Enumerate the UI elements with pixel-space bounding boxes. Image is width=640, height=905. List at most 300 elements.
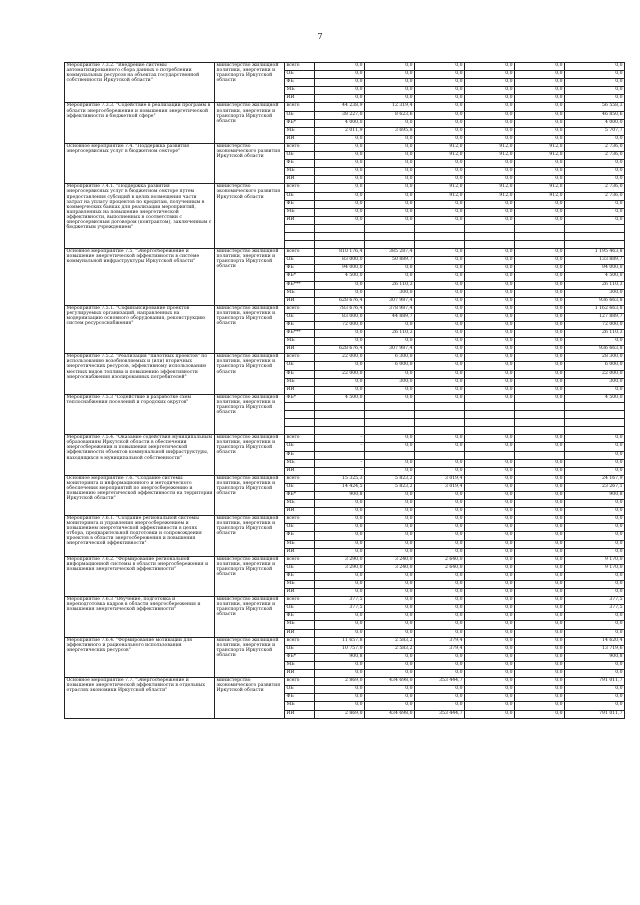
amount-cell: 377,5 [315, 605, 365, 613]
amount-cell: 0,0 [415, 613, 465, 621]
amount-cell: 0,0 [515, 297, 565, 305]
amount-cell: 0,0 [415, 621, 465, 629]
amount-cell: 0,0 [315, 694, 365, 702]
funding-source: ФБ [285, 532, 315, 540]
amount-cell: 0,0 [515, 653, 565, 661]
amount-cell: 0,0 [365, 394, 415, 402]
amount-cell: 0,0 [515, 443, 565, 451]
table-row [65, 305, 625, 313]
amount-cell: 0,0 [365, 702, 415, 710]
funding-source: ОБ [285, 152, 315, 160]
total-cell: 0,0 [565, 168, 625, 176]
table-row [65, 184, 625, 192]
responsible-executor: министерство жилищной политики, энергетики и транспорта Иркутской области [215, 475, 285, 515]
total-cell: 0,0 [565, 532, 625, 540]
responsible-executor: министерство жилищной политики, энергетики и транспорта Иркутской области [215, 516, 285, 556]
amount-cell: 0,0 [415, 508, 465, 516]
amount-cell: 434 698,0 [365, 710, 415, 718]
funding-source: ИИ [285, 589, 315, 597]
amount-cell: 0,0 [415, 653, 465, 661]
amount-cell: 0,0 [465, 281, 515, 289]
funding-source: ФБ [285, 572, 315, 580]
amount-cell: 0,0 [365, 200, 415, 208]
total-cell: 1 195 463,8 [565, 249, 625, 257]
amount-cell [365, 451, 415, 459]
amount-cell: 0,0 [515, 394, 565, 402]
funding-source: ОБ [285, 686, 315, 694]
funding-source [285, 232, 315, 240]
measure-name: Мероприятие 7.3.2. "Внедрение системы автоматизированного сбора данных о потреблении коммунальных ресурсов на объектах государственной собственности Иркутской области" [65, 63, 215, 103]
amount-cell: 0,0 [465, 119, 515, 127]
amount-cell: 379,4 [415, 637, 465, 645]
funding-source: ФБ [285, 451, 315, 459]
amount-cell [515, 232, 565, 240]
amount-cell: 0,0 [365, 192, 415, 200]
total-cell: 0,0 [565, 200, 625, 208]
amount-cell [315, 241, 365, 249]
amount-cell: 0,0 [465, 435, 515, 443]
total-cell: 14 620,4 [565, 637, 625, 645]
funding-source: ФБ [285, 160, 315, 168]
total-cell: 0,0 [565, 386, 625, 394]
amount-cell: 0,0 [465, 111, 515, 119]
funding-source: ФБ* [285, 394, 315, 402]
funding-source: МБ [285, 378, 315, 386]
amount-cell: 3 019,4 [415, 483, 465, 491]
total-cell: 2 736,0 [565, 143, 625, 151]
amount-cell: 0,0 [365, 694, 415, 702]
amount-cell: 0,0 [465, 645, 515, 653]
amount-cell: 0,0 [415, 127, 465, 135]
amount-cell: 0,0 [315, 686, 365, 694]
total-cell: 56 558,3 [565, 103, 625, 111]
amount-cell: 377,5 [315, 597, 365, 605]
funding-source: ИИ [285, 710, 315, 718]
amount-cell: 26 110,3 [365, 330, 415, 338]
amount-cell: 0,0 [465, 63, 515, 71]
measure-name: Мероприятие 7.6.2. "Формирование региональной информационной системы в области энергосбережения и повышения энергетической эффективности" [65, 556, 215, 596]
amount-cell: 22 000,0 [315, 370, 365, 378]
amount-cell: – [315, 443, 365, 451]
amount-cell: 0,0 [465, 208, 515, 216]
amount-cell: 0,0 [315, 79, 365, 87]
amount-cell: 0,0 [515, 216, 565, 224]
total-cell: 0,0 [565, 443, 625, 451]
amount-cell: 0,0 [515, 678, 565, 686]
amount-cell: 0,0 [465, 386, 515, 394]
amount-cell [415, 411, 465, 419]
amount-cell: 0,0 [515, 524, 565, 532]
amount-cell: 0,0 [465, 508, 515, 516]
amount-cell: 3 240,0 [365, 564, 415, 572]
amount-cell: 12 319,4 [365, 103, 415, 111]
amount-cell [365, 224, 415, 232]
amount-cell: 0,0 [465, 556, 515, 564]
amount-cell: 0,0 [365, 152, 415, 160]
amount-cell: 0,0 [415, 605, 465, 613]
responsible-executor: министерство экономического развития Иркутской области [215, 184, 285, 249]
amount-cell: 0,0 [465, 305, 515, 313]
measure-name: Мероприятие 7.5.2. "Реализация "пилотных проектов" по использованию возобновляемых и (или) вторичных энергетических ресурсов, эффективному использованию местных видов топлива и повышению эффективности энергоснабжения изолированных потребителей" [65, 354, 215, 394]
total-cell: 0,0 [565, 581, 625, 589]
total-cell [565, 402, 625, 410]
amount-cell: 0,0 [465, 362, 515, 370]
amount-cell [515, 427, 565, 435]
amount-cell: 0,0 [515, 208, 565, 216]
table-row [65, 435, 625, 443]
amount-cell: 0,0 [365, 95, 415, 103]
amount-cell: 0,0 [365, 87, 415, 95]
amount-cell: 0,0 [365, 572, 415, 580]
amount-cell [515, 419, 565, 427]
amount-cell: 0,0 [515, 378, 565, 386]
amount-cell: 0,0 [415, 330, 465, 338]
funding-source: ИИ [285, 467, 315, 475]
amount-cell: 0,0 [465, 322, 515, 330]
total-cell: 0,0 [565, 500, 625, 508]
measure-name: Мероприятие 7.4.1. "Поддержка развития энергосервисных услуг в бюджетном секторе путем предоставления субсидий в целях возмещения части затрат на уплату процентов по кредитам, полученным в коммерческих банках для реализации мероприятий, направленных на повышение энергетической эффективности, выполненных в соответствии с энергосервисным договором (контрактом), заключенным с бюджетным учреждением" [65, 184, 215, 249]
measure-name: Мероприятие 7.6.4. "Формирование мотивации для эффективного и рационального использования энергетических ресурсов" [65, 637, 215, 677]
amount-cell: 0,0 [315, 338, 365, 346]
amount-cell [465, 419, 515, 427]
total-cell: 0,0 [565, 95, 625, 103]
funding-source: МБ [285, 168, 315, 176]
amount-cell: 0,0 [515, 572, 565, 580]
amount-cell: 0,0 [415, 532, 465, 540]
total-cell: 0,0 [565, 451, 625, 459]
funding-source: ФБ*** [285, 281, 315, 289]
amount-cell: 8 623,6 [365, 111, 415, 119]
amount-cell: 0,0 [515, 686, 565, 694]
amount-cell [465, 232, 515, 240]
amount-cell: 0,0 [315, 216, 365, 224]
amount-cell: 0,0 [465, 661, 515, 669]
amount-cell: 0,0 [515, 645, 565, 653]
amount-cell: 3 290,0 [315, 564, 365, 572]
amount-cell: 0,0 [515, 87, 565, 95]
total-cell: 0,0 [565, 208, 625, 216]
amount-cell: 0,0 [415, 95, 465, 103]
amount-cell: 0,0 [315, 71, 365, 79]
amount-cell: – [315, 459, 365, 467]
amount-cell: 0,0 [365, 508, 415, 516]
amount-cell [315, 232, 365, 240]
amount-cell: 0,0 [415, 103, 465, 111]
amount-cell: 0,0 [315, 661, 365, 669]
amount-cell: 0,0 [515, 516, 565, 524]
amount-cell: 0,0 [415, 500, 465, 508]
amount-cell: 0,0 [415, 524, 465, 532]
amount-cell: 0,0 [515, 176, 565, 184]
amount-cell: 0,0 [415, 370, 465, 378]
amount-cell [365, 241, 415, 249]
funding-source: ОБ [285, 564, 315, 572]
amount-cell [415, 232, 465, 240]
amount-cell: 0,0 [515, 605, 565, 613]
amount-cell: 0,0 [315, 362, 365, 370]
total-cell: 300,0 [565, 289, 625, 297]
total-cell [565, 411, 625, 419]
amount-cell: 0,0 [515, 119, 565, 127]
amount-cell: 0,0 [515, 354, 565, 362]
amount-cell: 0,0 [365, 176, 415, 184]
total-cell: 0,0 [565, 694, 625, 702]
amount-cell: 0,0 [515, 362, 565, 370]
amount-cell: 0,0 [415, 394, 465, 402]
funding-source: всего [285, 678, 315, 686]
amount-cell: 6 000,0 [365, 362, 415, 370]
funding-source: ОБ [285, 111, 315, 119]
amount-cell: 0,0 [315, 629, 365, 637]
amount-cell: 0,0 [415, 273, 465, 281]
total-cell: 0,0 [565, 63, 625, 71]
amount-cell: 0,0 [465, 467, 515, 475]
amount-cell: 0,0 [515, 661, 565, 669]
total-cell: 2 736,0 [565, 152, 625, 160]
funding-source: ФБ [285, 79, 315, 87]
total-cell: 0,0 [565, 338, 625, 346]
amount-cell: 5 823,2 [365, 475, 415, 483]
amount-cell: 0,0 [315, 589, 365, 597]
amount-cell: 0,0 [365, 686, 415, 694]
amount-cell [415, 241, 465, 249]
amount-cell: 0,0 [465, 168, 515, 176]
total-cell: 0,0 [565, 508, 625, 516]
amount-cell: 0,0 [365, 265, 415, 273]
amount-cell: 0,0 [465, 297, 515, 305]
amount-cell: 0,0 [415, 135, 465, 143]
amount-cell: 0,0 [465, 686, 515, 694]
amount-cell: 83 000,0 [315, 257, 365, 265]
total-cell: 6 000,0 [565, 362, 625, 370]
funding-source: всего [285, 475, 315, 483]
amount-cell: 0,0 [465, 103, 515, 111]
amount-cell: 0,0 [315, 208, 365, 216]
amount-cell: 0,0 [465, 621, 515, 629]
amount-cell: 0,0 [465, 459, 515, 467]
amount-cell: 0,0 [315, 168, 365, 176]
amount-cell: 0,0 [465, 95, 515, 103]
amount-cell [415, 224, 465, 232]
total-cell: 300,0 [565, 378, 625, 386]
amount-cell [465, 224, 515, 232]
amount-cell: 0,0 [315, 613, 365, 621]
funding-source: ФБ [285, 265, 315, 273]
amount-cell: 0,0 [515, 160, 565, 168]
amount-cell: 783 676,4 [315, 305, 365, 313]
funding-source: ФБ* [285, 273, 315, 281]
amount-cell: 0,0 [415, 338, 465, 346]
amount-cell: 0,0 [415, 322, 465, 330]
amount-cell: 0,0 [415, 208, 465, 216]
total-cell: 94 000,0 [565, 265, 625, 273]
total-cell: 0,0 [565, 71, 625, 79]
amount-cell: 0,0 [465, 289, 515, 297]
amount-cell: 0,0 [415, 378, 465, 386]
total-cell: 0,0 [565, 79, 625, 87]
responsible-executor: министерство экономического развития Иркутской области [215, 678, 285, 718]
amount-cell: 0,0 [415, 71, 465, 79]
amount-cell: 379,4 [415, 645, 465, 653]
amount-cell: 0,0 [515, 564, 565, 572]
amount-cell: 0,0 [515, 637, 565, 645]
amount-cell: 44 238,9 [315, 103, 365, 111]
amount-cell: 0,0 [315, 330, 365, 338]
amount-cell: 0,0 [315, 670, 365, 678]
amount-cell: 0,0 [515, 670, 565, 678]
total-cell [565, 419, 625, 427]
amount-cell: 307 987,4 [365, 297, 415, 305]
total-cell: 23 267,1 [565, 483, 625, 491]
amount-cell: 0,0 [315, 289, 365, 297]
amount-cell: 0,0 [465, 702, 515, 710]
amount-cell: 0,0 [415, 305, 465, 313]
funding-source: ОБ [285, 645, 315, 653]
amount-cell: 14 424,5 [315, 483, 365, 491]
amount-cell: 0,0 [465, 491, 515, 499]
amount-cell: 900,8 [315, 653, 365, 661]
total-cell: 0,0 [565, 613, 625, 621]
amount-cell: 912,0 [415, 192, 465, 200]
amount-cell: 0,0 [415, 265, 465, 273]
amount-cell: 0,0 [515, 459, 565, 467]
amount-cell: 0,0 [365, 613, 415, 621]
amount-cell: 3 290,0 [315, 556, 365, 564]
funding-source: ОБ [285, 362, 315, 370]
amount-cell: 0,0 [515, 330, 565, 338]
amount-cell: 0,0 [315, 516, 365, 524]
amount-cell: 44 889,7 [365, 313, 415, 321]
amount-cell: 0,0 [415, 313, 465, 321]
funding-source: МБ [285, 289, 315, 297]
amount-cell: 0,0 [415, 516, 465, 524]
funding-source: ИИ [285, 508, 315, 516]
amount-cell: 0,0 [365, 168, 415, 176]
total-cell: 1 162 663,8 [565, 305, 625, 313]
amount-cell: 0,0 [465, 581, 515, 589]
total-cell: 72 000,0 [565, 322, 625, 330]
amount-cell: 0,0 [465, 127, 515, 135]
amount-cell: 2 583,2 [365, 645, 415, 653]
total-cell: 0,0 [565, 589, 625, 597]
amount-cell: 300,0 [365, 289, 415, 297]
amount-cell: 0,0 [515, 273, 565, 281]
funding-source: ОБ [285, 443, 315, 451]
amount-cell: 0,0 [465, 564, 515, 572]
total-cell: 26 110,3 [565, 281, 625, 289]
amount-cell: 912,0 [515, 143, 565, 151]
total-cell: 0,0 [565, 216, 625, 224]
amount-cell: 0,0 [415, 111, 465, 119]
amount-cell: 0,0 [515, 435, 565, 443]
amount-cell: 810 176,4 [315, 249, 365, 257]
amount-cell: 912,0 [415, 184, 465, 192]
amount-cell: 38 227,0 [315, 111, 365, 119]
amount-cell: 0,0 [315, 192, 365, 200]
total-cell: 936 663,8 [565, 297, 625, 305]
amount-cell: 0,0 [365, 79, 415, 87]
amount-cell: 0,0 [515, 532, 565, 540]
amount-cell: 0,0 [515, 710, 565, 718]
amount-cell: 912,0 [515, 184, 565, 192]
total-cell: 0,0 [565, 176, 625, 184]
amount-cell [315, 411, 365, 419]
total-cell: 0,0 [565, 629, 625, 637]
amount-cell: 0,0 [515, 386, 565, 394]
amount-cell: 0,0 [465, 597, 515, 605]
total-cell: 0,0 [565, 435, 625, 443]
funding-source: МБ [285, 621, 315, 629]
amount-cell: 0,0 [415, 661, 465, 669]
funding-source: всего [285, 597, 315, 605]
table-row [65, 354, 625, 362]
amount-cell: 0,0 [465, 548, 515, 556]
amount-cell: 0,0 [415, 694, 465, 702]
funding-source [285, 411, 315, 419]
amount-cell: 0,0 [465, 354, 515, 362]
amount-cell: 0,0 [465, 443, 515, 451]
funding-source: ОБ [285, 313, 315, 321]
funding-source: ИИ [285, 386, 315, 394]
amount-cell: 0,0 [365, 386, 415, 394]
table-row [65, 143, 625, 151]
total-cell [565, 427, 625, 435]
amount-cell: 0,0 [465, 216, 515, 224]
total-cell: 0,0 [565, 459, 625, 467]
funding-source: ИИ [285, 135, 315, 143]
amount-cell: 0,0 [465, 572, 515, 580]
amount-cell: 0,0 [415, 216, 465, 224]
funding-source: всего [285, 516, 315, 524]
total-cell [565, 241, 625, 249]
amount-cell: 0,0 [315, 621, 365, 629]
total-cell: 0,0 [565, 702, 625, 710]
total-cell: 28 300,0 [565, 354, 625, 362]
amount-cell: 0,0 [515, 135, 565, 143]
amount-cell: 0,0 [365, 338, 415, 346]
amount-cell: 628 676,4 [315, 297, 365, 305]
funding-source: МБ [285, 87, 315, 95]
amount-cell: 5 823,2 [365, 483, 415, 491]
total-cell: 24 167,9 [565, 475, 625, 483]
responsible-executor: министерство жилищной политики, энергетики и транспорта Иркутской области [215, 63, 285, 103]
funding-source: МБ [285, 500, 315, 508]
funding-source: ФБ [285, 694, 315, 702]
total-cell: 13 719,6 [565, 645, 625, 653]
total-cell: 377,5 [565, 605, 625, 613]
funding-source: ОБ [285, 483, 315, 491]
amount-cell: 0,0 [465, 710, 515, 718]
measure-name: Основное мероприятие 7.7. "Энергосбережение и повышение энергетической эффективности в отдельных отраслях экономики Иркутской области" [65, 678, 215, 718]
measure-name: Основное мероприятие 7.4. "Поддержка развития энергосервисных услуг в бюджетном секторе" [65, 143, 215, 183]
amount-cell: 0,0 [465, 378, 515, 386]
total-cell: 4 500,0 [565, 394, 625, 402]
amount-cell: 0,0 [515, 281, 565, 289]
amount-cell: 72 000,0 [315, 322, 365, 330]
amount-cell [465, 411, 515, 419]
amount-cell: 0,0 [465, 200, 515, 208]
amount-cell: 0,0 [365, 216, 415, 224]
amount-cell: 912,0 [515, 192, 565, 200]
amount-cell: 10 757,0 [315, 645, 365, 653]
funding-source: всего [285, 354, 315, 362]
amount-cell [365, 232, 415, 240]
amount-cell [365, 427, 415, 435]
amount-cell: 0,0 [315, 572, 365, 580]
amount-cell: 0,0 [415, 168, 465, 176]
responsible-executor: министерство экономического развития Иркутской области [215, 143, 285, 183]
amount-cell: 0,0 [315, 152, 365, 160]
